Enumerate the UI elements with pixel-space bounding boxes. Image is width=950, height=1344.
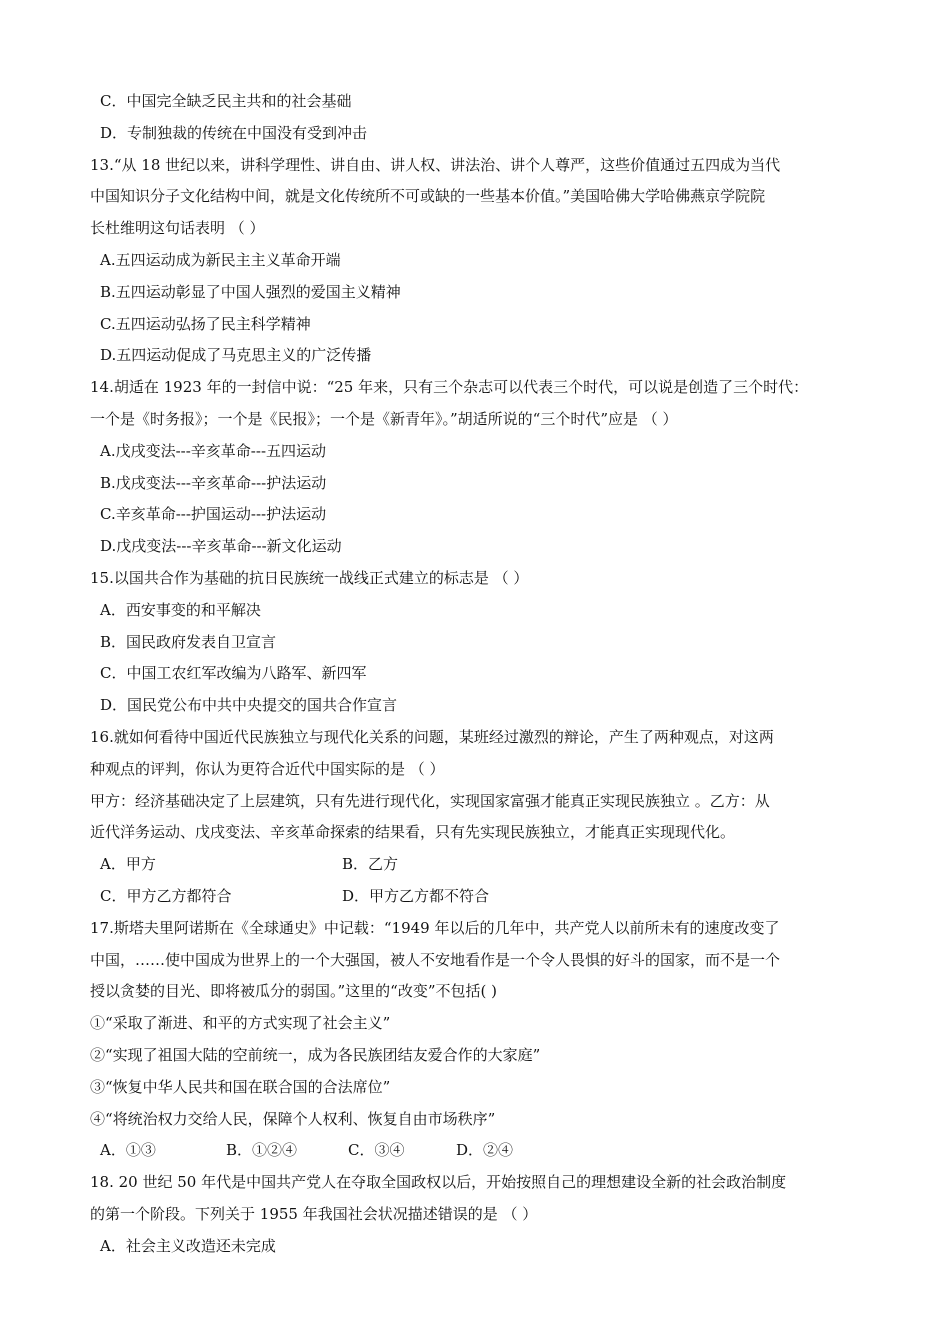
q14-option-d: D.戊戌变法---辛亥革命---新文化运动: [100, 537, 342, 556]
q16-stem-line-3: 甲方：经济基础决定了上层建筑，只有先进行现代化，实现国家富强才能真正实现民族独立 。乙方：从: [90, 791, 770, 810]
q13-option-b: B.五四运动彰显了中国人强烈的爱国主义精神: [100, 282, 401, 301]
q17-item-1: ①“采取了渐进、和平的方式实现了社会主义”: [90, 1014, 391, 1033]
q16-options-row-2: [90, 881, 880, 913]
q16-options-row-1: [90, 849, 880, 881]
q18-stem-line-1: 18. 20 世纪 50 年代是中国共产党人在夺取全国政权以后，开始按照自己的理想建设全新的社会政治制度: [90, 1173, 787, 1192]
exam-page: [90, 86, 880, 1262]
q13-stem-line-2: 中国知识分子文化结构中间，就是文化传统所不可或缺的一些基本价值。”美国哈佛大学哈佛燕京学院院: [90, 187, 766, 206]
q13-stem-line-1: 13.“从 18 世纪以来，讲科学理性、讲自由、讲人权、讲法治、讲个人尊严，这些价值通过五四成为当代: [90, 155, 781, 174]
q13-option-a: A.五四运动成为新民主主义革命开端: [100, 250, 341, 269]
q17-option-c: C．③④: [348, 1141, 405, 1160]
q15-option-a: A．西安事变的和平解决: [100, 600, 261, 619]
q12-option-c: C．中国完全缺乏民主共和的社会基础: [100, 92, 352, 110]
q17-stem-line-2: 中国，……使中国成为世界上的一个大强国，被人不安地看作是一个令人畏惧的好斗的国家，而不是一个: [90, 950, 781, 969]
q14-option-b: B.戊戌变法---辛亥革命---护法运动: [100, 473, 327, 492]
q16-option-b: B．乙方: [342, 855, 399, 874]
q13-stem-line-3: 长杜维明这句话表明 （ ）: [90, 219, 265, 238]
q15-option-d: D．国民党公布中共中央提交的国共合作宣言: [100, 696, 398, 715]
q14-option-a: A.戊戌变法---辛亥革命---五四运动: [100, 441, 327, 460]
q15-option-b: B．国民政府发表自卫宣言: [100, 632, 277, 651]
q17-option-b: B．①②④: [226, 1141, 298, 1160]
q17-option-a: A．①③: [100, 1141, 156, 1160]
q13-option-d: D.五四运动促成了马克思主义的广泛传播: [100, 346, 372, 365]
q16-option-a: A．甲方: [100, 855, 156, 874]
q17-stem-line-1: 17.斯塔夫里阿诺斯在《全球通史》中记载：“1949 年以后的几年中，共产党人以前所未有的速度改变了: [90, 918, 780, 937]
q16-option-c: C．甲方乙方都符合: [100, 886, 232, 905]
q15-option-c: C．中国工农红军改编为八路军、新四军: [100, 664, 367, 683]
q16-stem-line-2: 种观点的评判，你认为更符合近代中国实际的是 （ ）: [90, 759, 445, 778]
q13-option-c: C.五四运动弘扬了民主科学精神: [100, 314, 311, 333]
q16-option-d: D．甲方乙方都不符合: [342, 886, 490, 905]
q14-stem-line-2: 一个是《时务报》；一个是《民报》；一个是《新青年》。”胡适所说的“三个时代”应是 （ ）: [90, 409, 678, 428]
q18-option-a: A．社会主义改造还未完成: [100, 1236, 276, 1255]
q17-option-d: D．②④: [456, 1141, 514, 1160]
q12-option-d: D．专制独裁的传统在中国没有受到冲击: [100, 123, 368, 142]
q17-item-3: ③“恢复中华人民共和国在联合国的合法席位”: [90, 1077, 391, 1096]
q16-stem-line-4: 近代洋务运动、戊戌变法、辛亥革命探索的结果看，只有先实现民族独立，才能真正实现现代化。: [90, 823, 736, 842]
q17-item-4: ④“将统治权力交给人民，保障个人权利、恢复自由市场秩序”: [90, 1109, 496, 1128]
q15-stem: 15.以国共合作为基础的抗日民族统一战线正式建立的标志是 （ ）: [90, 568, 529, 587]
q17-item-2: ②“实现了祖国大陆的空前统一，成为各民族团结友爱合作的大家庭”: [90, 1045, 541, 1064]
q14-option-c: C.辛亥革命---护国运动---护法运动: [100, 505, 327, 524]
q17-stem-line-3: 授以贪婪的目光、即将被瓜分的弱国。”这里的“改变”不包括( ): [90, 982, 497, 1001]
q18-stem-line-2: 的第一个阶段。下列关于 1955 年我国社会状况描述错误的是 （ ）: [90, 1204, 538, 1223]
q16-stem-line-1: 16.就如何看待中国近代民族独立与现代化关系的问题，某班经过激烈的辩论，产生了两种观点，对这两: [90, 727, 774, 746]
q14-stem-line-1: 14.胡适在 1923 年的一封信中说：“25 年来，只有三个杂志可以代表三个时代，可以说是创造了三个时代：: [90, 378, 809, 397]
q17-options-row: [90, 1135, 880, 1167]
